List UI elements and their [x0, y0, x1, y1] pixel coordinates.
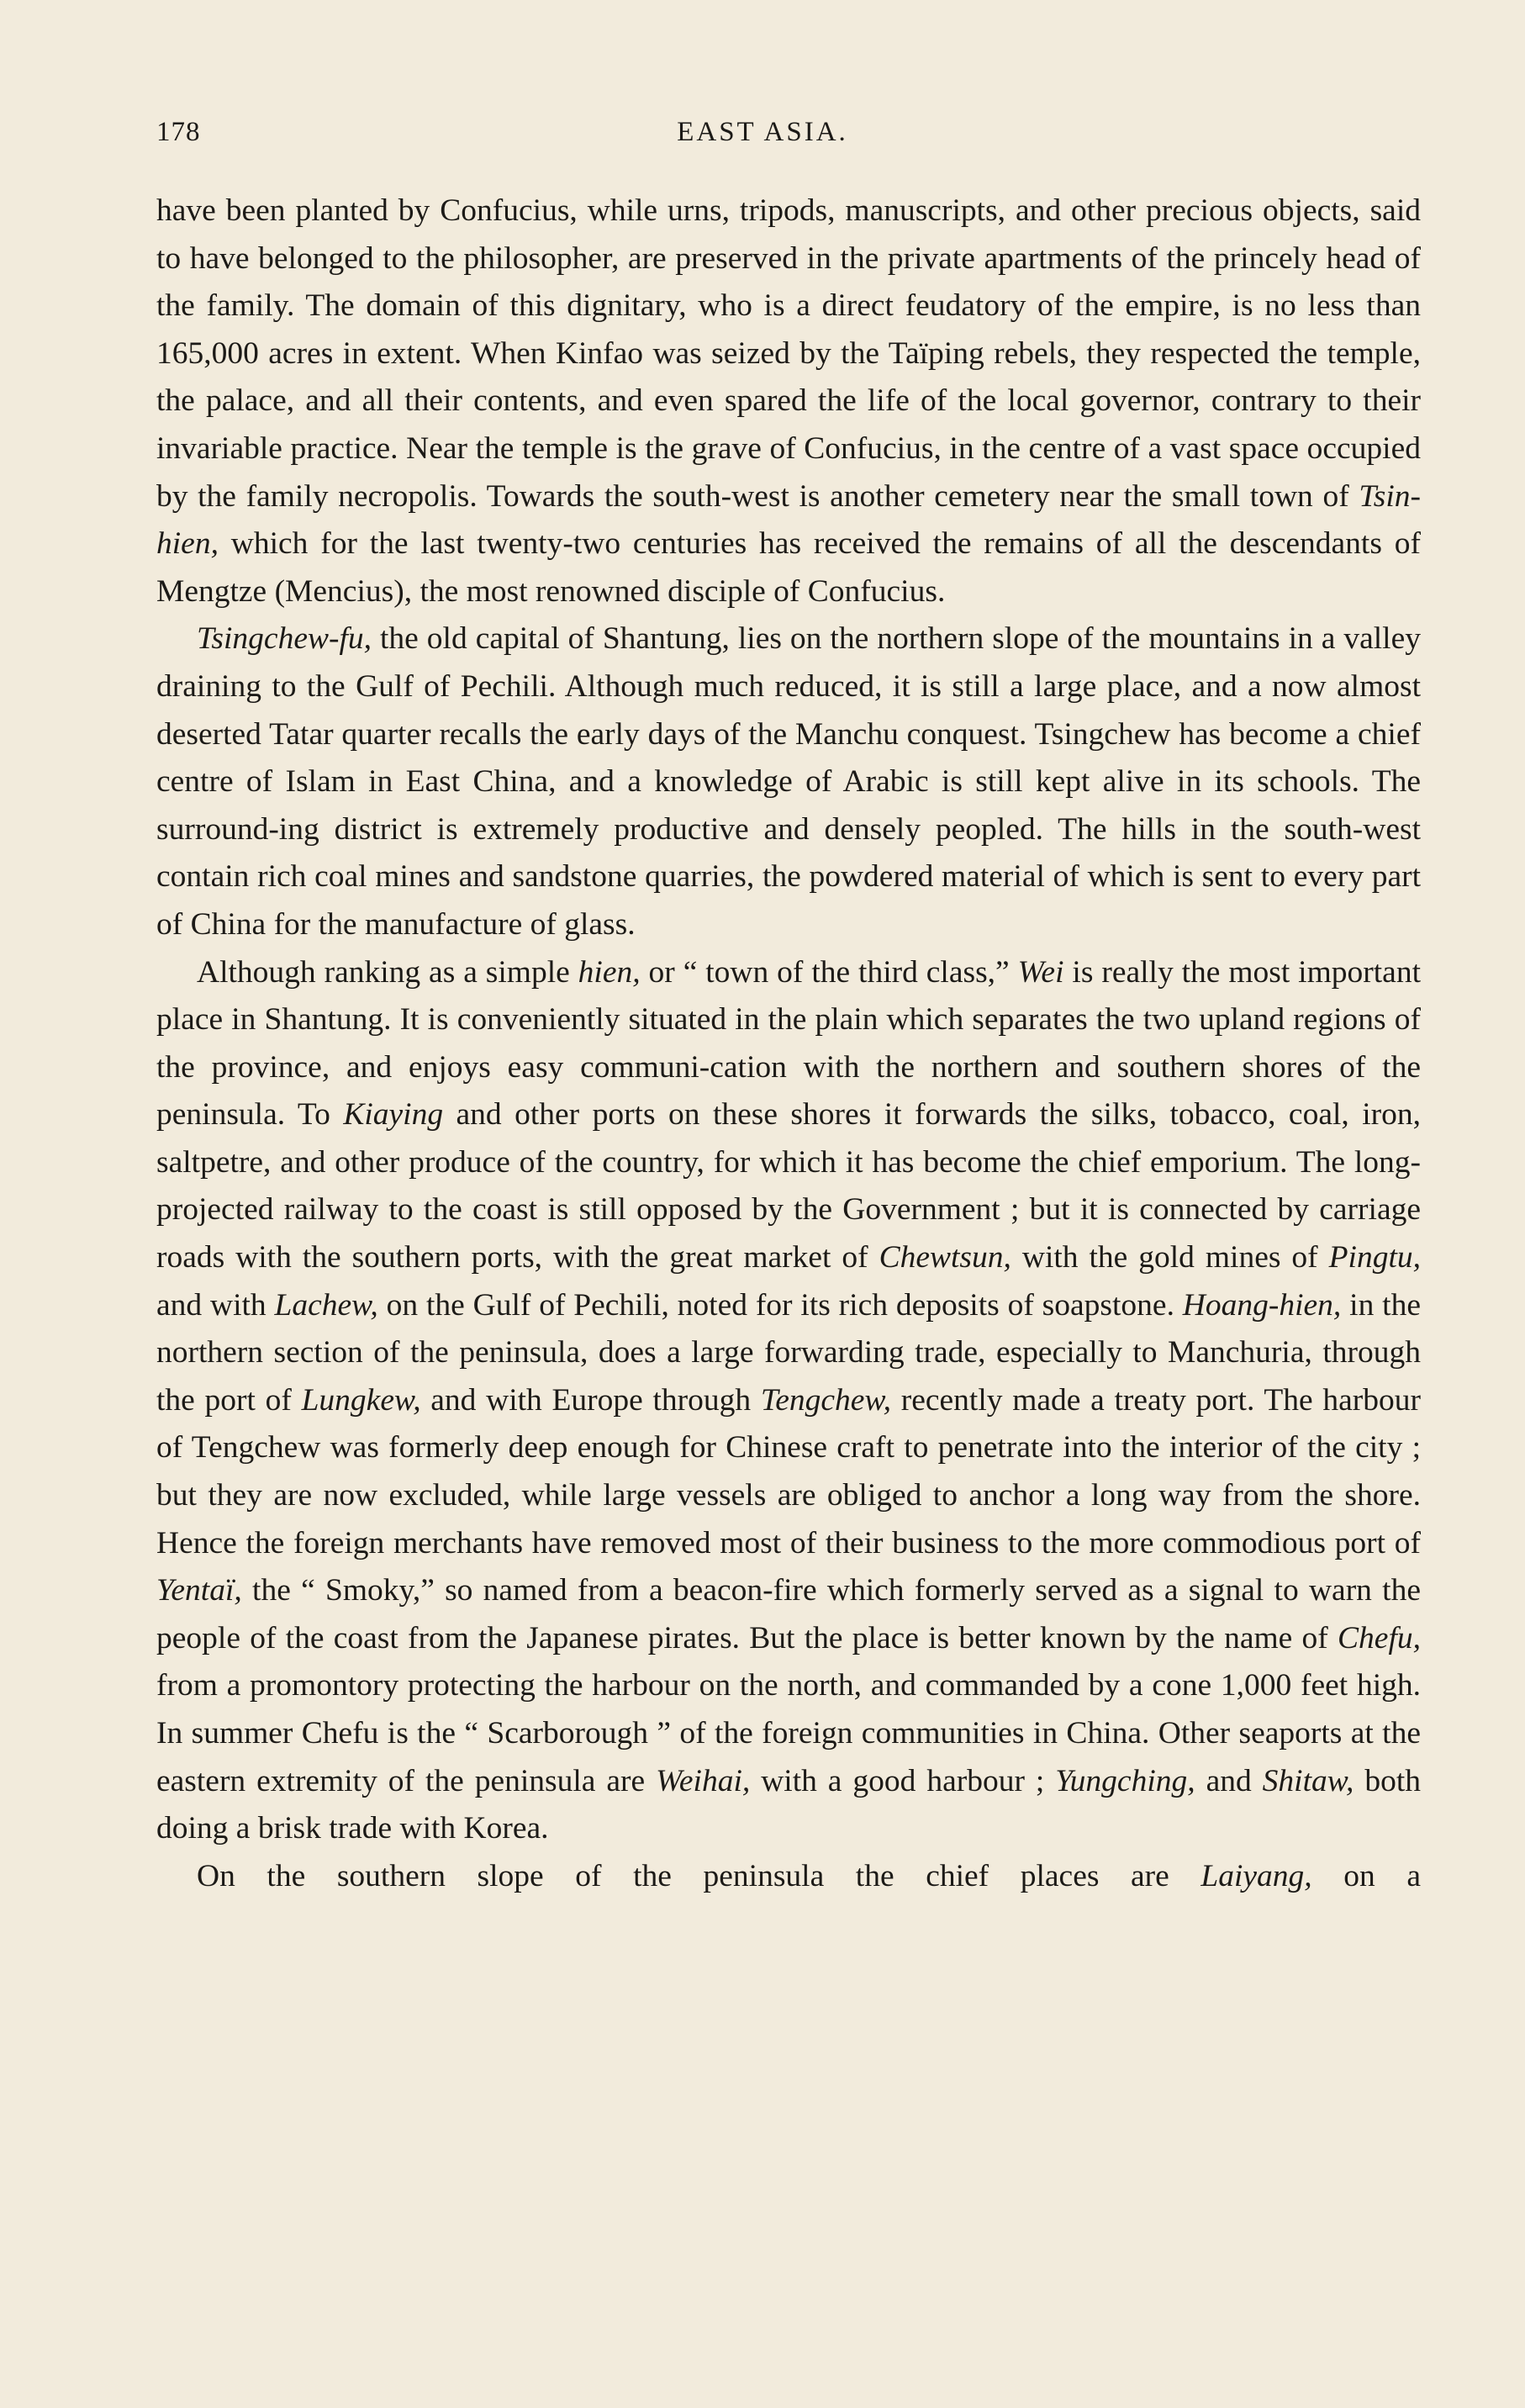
italic-place-name: Weihai, — [656, 1763, 751, 1798]
body-text — [156, 187, 1421, 1900]
text-run: in the northern section of the peninsula, does a large forwarding trade, especially to Manchuria, through the port of — [156, 1287, 1421, 1418]
text-run: and other ports on these shores it forwards the silks, tobacco, coal, iron, saltpetre, and other produce of the country, for which it has become the chief emporium. The long-projected railway to the coast is still opposed by the Government ; but it is connected by carriage roads with the southern ports, with the great market of — [156, 1097, 1421, 1275]
italic-place-name: Kiaying — [343, 1097, 444, 1133]
paragraph-2 — [156, 615, 1421, 948]
text-run: with a good harbour ; — [750, 1763, 1056, 1798]
italic-place-name: Lachew, — [274, 1287, 378, 1323]
text-run: the “ Smoky,” so named from a beacon-fire which formerly served as a signal to warn the people of the coast from the Japanese pirates. But the place is better known by the name of — [156, 1573, 1421, 1656]
italic-place-name: Hoang-hien, — [1182, 1287, 1342, 1323]
page-number: 178 — [156, 117, 201, 147]
italic-place-name: Tsin-hien, — [156, 478, 1421, 562]
italic-place-name: Yungching, — [1055, 1763, 1195, 1798]
text-run: On the southern slope of the peninsula the chief places are — [197, 1858, 1201, 1893]
text-run: the old capital of Shantung, lies on the northern slope of the mountains in a valley draining to the Gulf of Pechili. Although much reduced, it is still a large place, and a now almost deserted Tatar quarter recalls the early days of the Manchu conquest. Tsingchew has become a chief centre of Islam in East China, and a knowledge of Arabic is still kept alive in its schools. The surround-ing district is extremely productive and densely peopled. The hills in the south-west contain rich coal mines and sandstone quarries, the powdered material of which is sent to every part of China for the manufacture of glass. — [156, 621, 1421, 942]
text-run: on the Gulf of Pechili, noted for its rich deposits of soapstone. — [377, 1287, 1183, 1323]
paragraph-3 — [156, 949, 1421, 1853]
paragraph-1 — [156, 187, 1421, 615]
text-run: is really the most important place in Shantung. It is conveniently situated in the plain which separates the two upland regions of the province, and enjoys easy communi-cation with the northern and southern shores of the peninsula. To — [156, 954, 1421, 1133]
italic-place-name: Yentaï, — [156, 1573, 242, 1608]
text-run: which for the last twenty-two centuries has received the remains of all the descendants of Mengtze (Mencius), the most renowned disciple of Confucius. — [156, 526, 1421, 609]
text-run: have been planted by Confucius, while urns, tripods, manuscripts, and other precious objects, said to have belonged to the philosopher, are preserved in the private apartments of the princely head of the family. The domain of this dignitary, who is a direct feudatory of the empire, is no less than 165,000 acres in extent. When Kinfao was seized by the Taïping rebels, they respected the temple, the palace, and all their contents, and even spared the life of the local governor, contrary to their invariable practice. Near the temple is the grave of Confucius, in the centre of a vast space occupied by the family necropolis. Towards the south-west is another cemetery near the small town of — [156, 193, 1421, 514]
italic-place-name: Shitaw, — [1262, 1763, 1354, 1798]
text-run: and with Europe through — [420, 1382, 761, 1418]
text-run: both doing a brisk trade with Korea. — [156, 1763, 1421, 1846]
italic-place-name: Tsingchew-fu, — [197, 621, 372, 657]
text-run: recently made a treaty port. The harbour of Tengchew was formerly deep enough for Chinese craft to penetrate into the interior of the city ; but they are now excluded, while large vessels are obliged to anchor a long way from the shore. Hence the foreign merchants have removed most of their business to the more commodious port of — [156, 1382, 1421, 1560]
text-run: Although ranking as a simple — [197, 954, 578, 990]
italic-place-name: Laiyang, — [1200, 1858, 1312, 1893]
italic-place-name: Lungkew, — [301, 1382, 421, 1418]
italic-place-name: Wei — [1017, 954, 1064, 990]
italic-place-name: Chefu, — [1338, 1620, 1421, 1656]
italic-place-name: Tengchew, — [760, 1382, 892, 1418]
text-run: and — [1195, 1763, 1263, 1798]
text-run: on a — [1311, 1858, 1421, 1893]
running-title: EAST ASIA. — [677, 117, 848, 147]
italic-place-name: Pingtu, — [1328, 1240, 1421, 1275]
paragraph-4 — [156, 1853, 1421, 1901]
text-run: from a promontory protecting the harbour on the north, and commanded by a cone 1,000 feet high. In summer Chefu is the “ Scarborough ” of the foreign communities in China. Other seaports at the eastern extremity of the peninsula are — [156, 1668, 1421, 1798]
text-run: with the gold mines of — [1011, 1240, 1329, 1275]
text-run: and with — [156, 1287, 275, 1323]
italic-place-name: Chewtsun, — [879, 1240, 1011, 1275]
text-run: or “ town of the third class,” — [640, 954, 1018, 990]
italic-place-name: hien, — [578, 954, 641, 990]
